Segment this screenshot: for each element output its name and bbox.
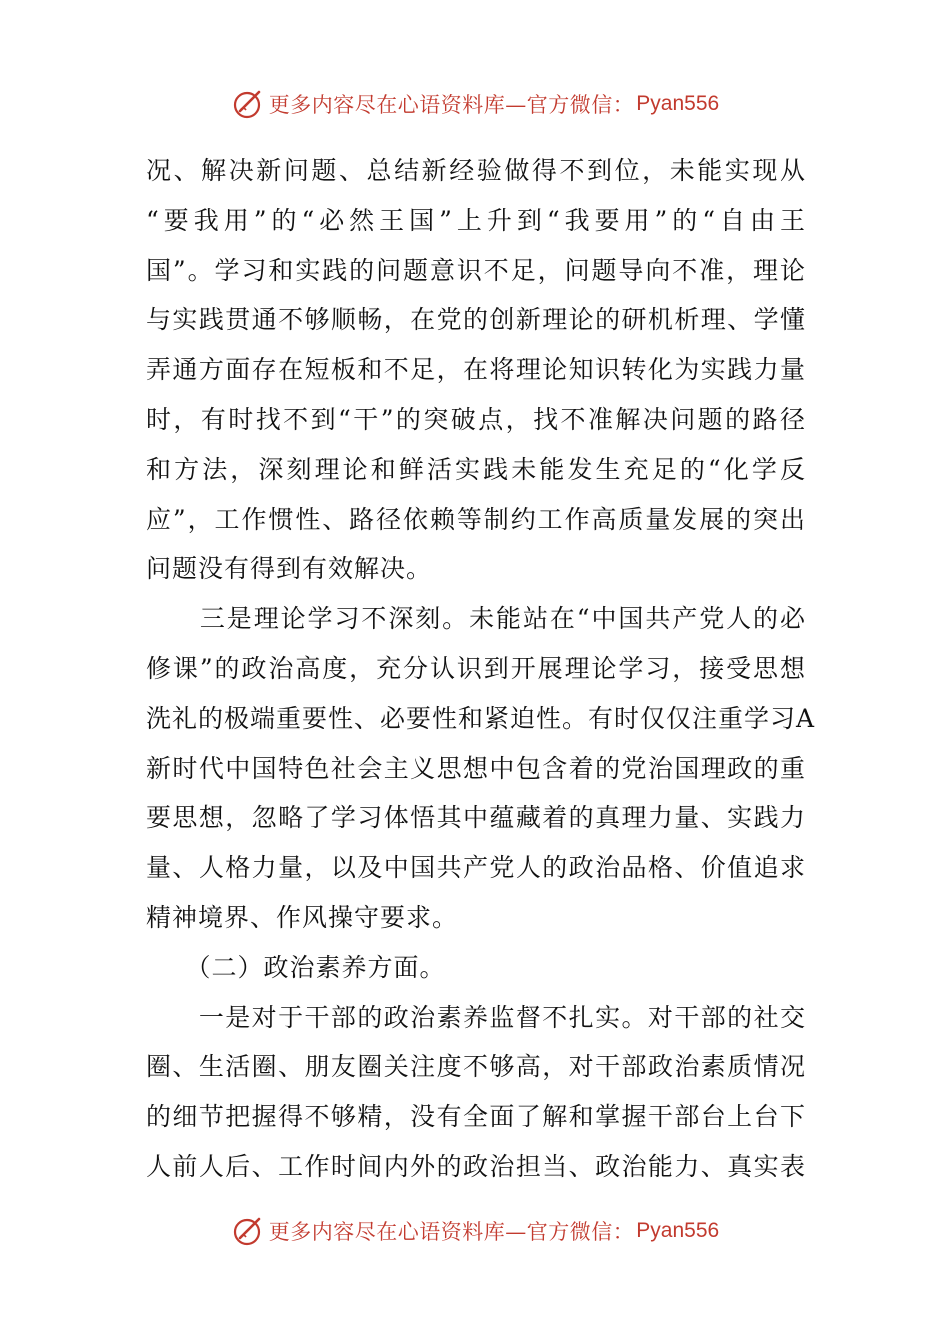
text-line: 与实践贯通不够顺畅，在党的创新理论的研机析理、学懂 xyxy=(146,305,806,335)
text-line: 弄通方面存在短板和不足，在将理论知识转化为实践力量 xyxy=(146,355,806,385)
text-line: 三是理论学习不深刻。未能站在“中国共产党人的必 xyxy=(146,604,806,634)
text-line: 圈、生活圈、朋友圈关注度不够高，对干部政治素质情况 xyxy=(146,1052,806,1082)
text-line: 人前人后、工作时间内外的政治担当、政治能力、真实表 xyxy=(146,1151,806,1181)
pen-circle-logo-icon xyxy=(231,1214,265,1248)
text-line: “要我用”的“必然王国”上升到“我要用”的“自由王 xyxy=(146,205,806,235)
banner-handle: Pyan556 xyxy=(636,92,720,115)
text-line: 修课”的政治高度，充分认识到开展理论学习，接受思想 xyxy=(146,653,806,683)
text-line: 时，有时找不到“干”的突破点，找不准解决问题的路径 xyxy=(146,404,806,434)
footer-banner xyxy=(0,1211,950,1251)
text-line: 要思想，忽略了学习体悟其中蕴藏着的真理力量、实践力 xyxy=(146,803,806,833)
text-line: 国”。学习和实践的问题意识不足，问题导向不准，理论 xyxy=(146,255,806,285)
text-line: 量、人格力量，以及中国共产党人的政治品格、价值追求 xyxy=(146,853,806,883)
banner-text: 更多内容尽在心语资料库—官方微信： xyxy=(268,1220,635,1244)
text-line: 精神境界、作风操守要求。 xyxy=(146,902,459,932)
banner-text: 更多内容尽在心语资料库—官方微信： xyxy=(268,93,635,117)
text-line: 和方法，深刻理论和鲜活实践未能发生充足的“化学反 xyxy=(146,454,806,484)
text-line: 一是对于干部的政治素养监督不扎实。对干部的社交 xyxy=(146,1002,806,1032)
text-line: 问题没有得到有效解决。 xyxy=(146,554,433,584)
text-line: 洗礼的极端重要性、必要性和紧迫性。有时仅仅注重学习A xyxy=(146,703,816,733)
text-line: 新时代中国特色社会主义思想中包含着的党治国理政的重 xyxy=(146,753,806,783)
document-body xyxy=(146,146,816,1192)
banner-handle: Pyan556 xyxy=(636,1219,720,1242)
text-line: 应”，工作惯性、路径依赖等制约工作高质量发展的突出 xyxy=(146,504,806,534)
text-line: 的细节把握得不够精，没有全面了解和掌握干部台上台下 xyxy=(146,1102,806,1132)
section-heading: （二）政治素养方面。 xyxy=(146,952,446,982)
header-banner xyxy=(0,84,950,124)
text-line: 况、解决新问题、总结新经验做得不到位，未能实现从 xyxy=(146,156,806,185)
pen-circle-logo-icon xyxy=(231,87,265,121)
